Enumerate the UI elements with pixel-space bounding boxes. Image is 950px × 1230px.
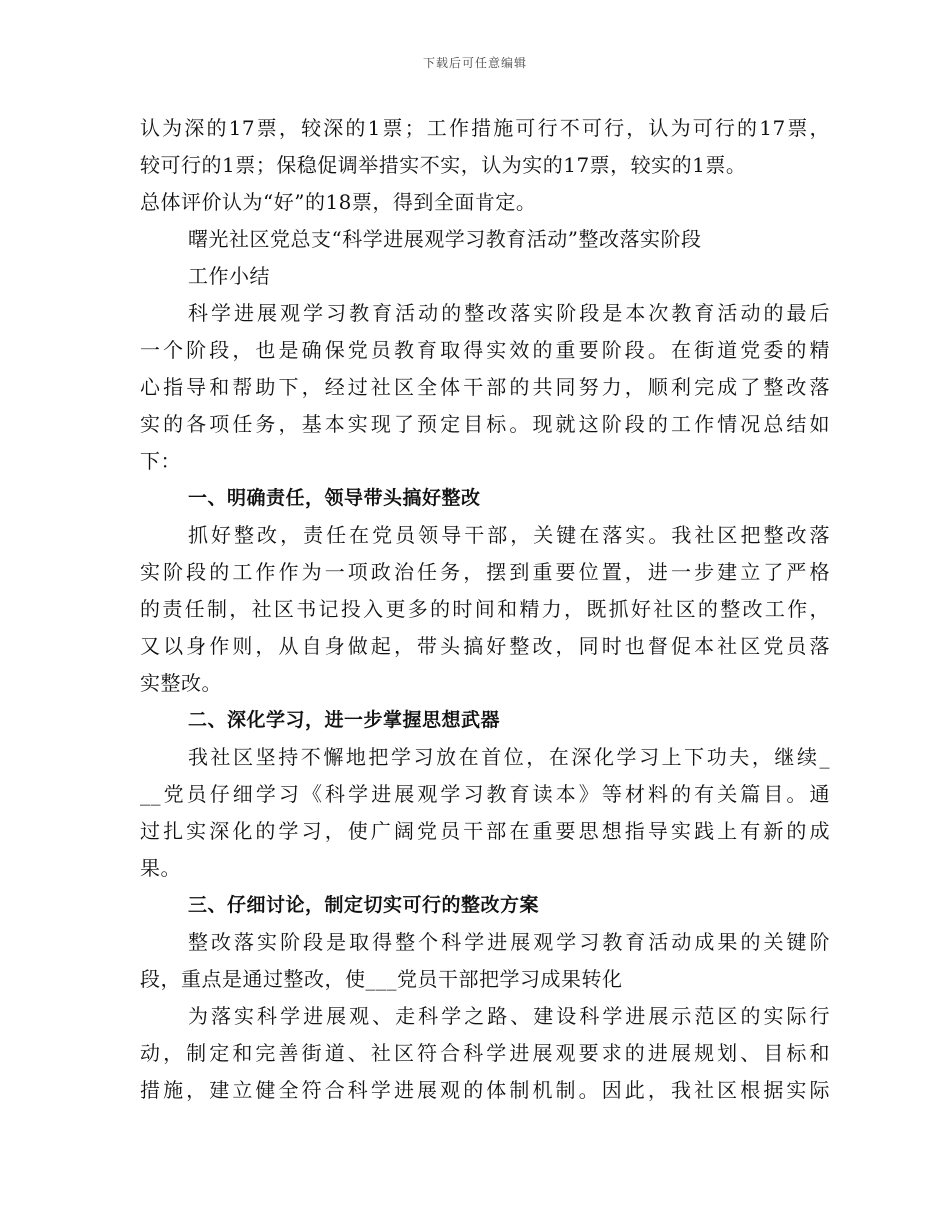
text-line: 科学进展观学习教育活动的整改落实阶段是本次教育活动的最后 xyxy=(188,301,830,325)
text-line: 为落实科学进展观、走科学之路、建设科学进展示范区的实际行 xyxy=(188,1004,830,1028)
page-header-note: 下载后可任意编辑 xyxy=(422,56,527,70)
text-line: 下： xyxy=(140,449,181,473)
text-line: 抓好整改，责任在党员领导干部，关键在落实。我社区把整改落 xyxy=(188,523,830,547)
text-line: 实阶段的工作作为一项政治任务，摆到重要位置，进一步建立了严格 xyxy=(140,560,830,584)
section-heading-line: 一、明确责任，领导带头搞好整改 xyxy=(188,487,481,509)
text-line: 认为深的17票，较深的1票；工作措施可行不可行，认为可行的17票， xyxy=(140,116,830,140)
text-line: 总体评价认为“好”的18票，得到全面肯定。 xyxy=(140,190,537,214)
text-line: 实整改。 xyxy=(140,671,222,695)
text-line: 又以身作则，从自身做起，带头搞好整改，同时也督促本社区党员落 xyxy=(140,634,830,658)
text-line: 较可行的1票；保稳促调举措实不实，认为实的17票，较实的1票。 xyxy=(140,153,747,177)
text-line: 工作小结 xyxy=(188,264,270,288)
document-body xyxy=(140,110,830,1109)
text-line: 动，制定和完善街道、社区符合科学进展观要求的进展规划、目标和 xyxy=(140,1041,830,1065)
text-line: 段，重点是通过整改，使___党员干部把学习成果转化 xyxy=(140,967,623,991)
text-line: 曙光社区党总支“科学进展观学习教育活动”整改落实阶段 xyxy=(188,227,702,251)
text-line: 一个阶段，也是确保党员教育取得实效的重要阶段。在街道党委的精 xyxy=(140,338,830,362)
text-line: 整改落实阶段是取得整个科学进展观学习教育活动成果的关键阶 xyxy=(188,930,830,954)
text-line: 我社区坚持不懈地把学习放在首位，在深化学习上下功夫，继续_ xyxy=(188,745,830,769)
text-line: __党员仔细学习《科学进展观学习教育读本》等材料的有关篇目。通 xyxy=(140,782,830,806)
section-heading-line: 三、仔细讨论，制定切实可行的整改方案 xyxy=(188,894,540,916)
text-line: 过扎实深化的学习，使广阔党员干部在重要思想指导实践上有新的成 xyxy=(140,819,830,843)
text-line: 实的各项任务，基本实现了预定目标。现就这阶段的工作情况总结如 xyxy=(140,412,830,436)
section-heading-line: 二、深化学习，进一步掌握思想武器 xyxy=(188,709,501,731)
text-line: 的责任制，社区书记投入更多的时间和精力，既抓好社区的整改工作， xyxy=(140,597,830,621)
text-line: 措施，建立健全符合科学进展观的体制机制。因此，我社区根据实际 xyxy=(140,1078,830,1102)
text-line: 果。 xyxy=(140,856,181,880)
text-line: 心指导和帮助下，经过社区全体干部的共同努力，顺利完成了整改落 xyxy=(140,375,830,399)
